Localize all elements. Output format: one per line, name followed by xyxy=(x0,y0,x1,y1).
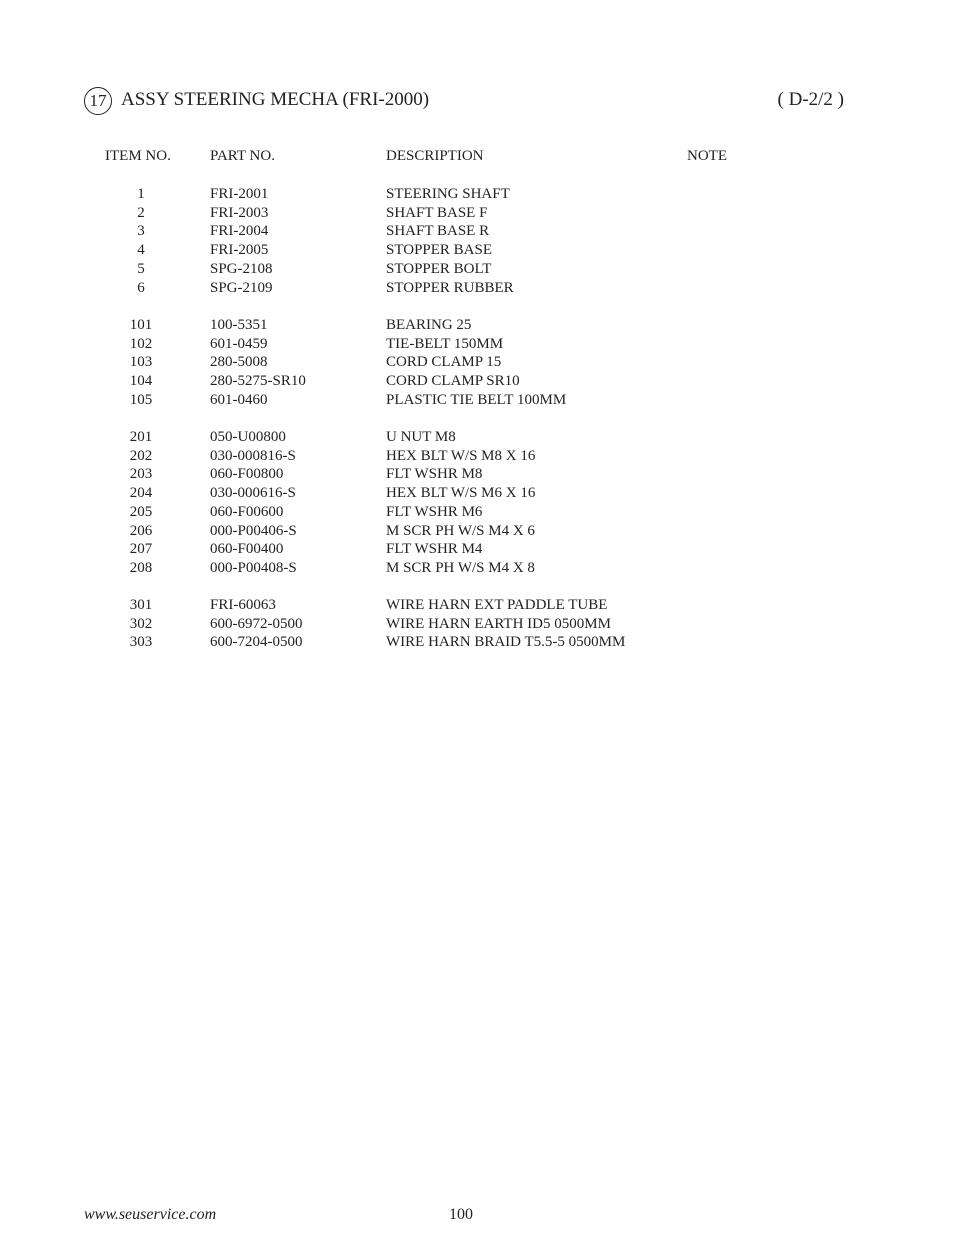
parts-table-row xyxy=(0,242,954,261)
part-description: M SCR PH W/S M4 X 6 xyxy=(386,522,535,539)
parts-table-row xyxy=(0,429,954,448)
item-number: 201 xyxy=(129,429,153,445)
part-number: 100-5351 xyxy=(210,317,268,333)
item-number: 302 xyxy=(129,615,153,632)
part-number: 000-P00408-S xyxy=(210,559,297,576)
column-header-part-no: PART NO. xyxy=(210,148,275,164)
parts-table-row xyxy=(0,280,954,299)
part-number: 050-U00800 xyxy=(210,429,286,445)
part-description: SHAFT BASE F xyxy=(386,204,488,221)
part-number: FRI-2004 xyxy=(210,223,269,240)
item-number: 204 xyxy=(129,485,153,502)
part-number: 600-7204-0500 xyxy=(210,634,303,651)
footer-website: www.seuservice.com xyxy=(84,1206,217,1223)
item-number: 3 xyxy=(137,223,145,240)
section-header xyxy=(84,87,844,115)
parts-table-row xyxy=(0,485,954,504)
footer-page-number: 100 xyxy=(449,1206,473,1223)
part-number: SPG-2108 xyxy=(210,260,273,277)
section-title: ASSY STEERING MECHA (FRI-2000) xyxy=(121,89,430,110)
item-number: 1 xyxy=(137,186,145,202)
item-number: 303 xyxy=(129,634,153,651)
item-number: 203 xyxy=(129,466,153,483)
part-description: STOPPER BOLT xyxy=(386,260,492,277)
parts-table-row xyxy=(0,354,954,373)
item-number: 105 xyxy=(129,391,153,408)
parts-table-row xyxy=(0,336,954,355)
item-number: 207 xyxy=(129,541,153,558)
part-number: 601-0460 xyxy=(210,391,268,408)
parts-table-row xyxy=(0,186,954,205)
item-number: 104 xyxy=(129,373,153,390)
item-number: 202 xyxy=(129,447,153,464)
part-description: HEX BLT W/S M6 X 16 xyxy=(386,485,536,502)
part-description: PLASTIC TIE BELT 100MM xyxy=(386,391,567,408)
part-description: WIRE HARN BRAID T5.5-5 0500MM xyxy=(386,634,626,651)
item-number: 5 xyxy=(137,260,145,277)
parts-table-row xyxy=(0,616,954,635)
part-description: FLT WSHR M8 xyxy=(386,466,483,483)
item-number: 101 xyxy=(129,317,153,333)
part-number: FRI-60063 xyxy=(210,597,276,613)
part-number: 280-5008 xyxy=(210,354,268,371)
parts-table-row xyxy=(0,560,954,579)
parts-table-row xyxy=(0,448,954,467)
part-description: TIE-BELT 150MM xyxy=(386,335,504,352)
part-description: FLT WSHR M4 xyxy=(386,541,483,558)
part-number: 060-F00400 xyxy=(210,541,284,558)
item-number: 6 xyxy=(137,279,145,296)
parts-table-row xyxy=(0,504,954,523)
parts-table-row xyxy=(0,634,954,653)
part-description: U NUT M8 xyxy=(386,429,456,445)
item-number: 4 xyxy=(137,242,145,259)
parts-table-row xyxy=(0,523,954,542)
section-number-badge: 17 xyxy=(84,87,112,115)
parts-table-row xyxy=(0,373,954,392)
item-number: 2 xyxy=(137,204,145,221)
parts-table-row xyxy=(0,597,954,616)
part-description: BEARING 25 xyxy=(386,317,472,333)
item-number: 205 xyxy=(129,503,153,520)
part-number: SPG-2109 xyxy=(210,279,273,296)
column-header-description: DESCRIPTION xyxy=(386,148,484,164)
part-description: STEERING SHAFT xyxy=(386,186,510,202)
part-description: M SCR PH W/S M4 X 8 xyxy=(386,559,535,576)
part-number: FRI-2005 xyxy=(210,242,269,259)
part-description: CORD CLAMP 15 xyxy=(386,354,502,371)
part-number: 060-F00600 xyxy=(210,503,284,520)
part-number: 060-F00800 xyxy=(210,466,284,483)
parts-table-row xyxy=(0,466,954,485)
part-description: STOPPER BASE xyxy=(386,242,493,259)
item-number: 102 xyxy=(129,335,153,352)
parts-table-row xyxy=(0,205,954,224)
parts-table-row xyxy=(0,541,954,560)
parts-table-row xyxy=(0,261,954,280)
part-description: SHAFT BASE R xyxy=(386,223,490,240)
part-number: 600-6972-0500 xyxy=(210,615,303,632)
part-description: CORD CLAMP SR10 xyxy=(386,373,520,390)
part-number: 280-5275-SR10 xyxy=(210,373,306,390)
parts-table-row xyxy=(0,392,954,411)
item-number: 206 xyxy=(129,522,153,539)
item-number: 208 xyxy=(129,559,153,576)
page-reference: ( D-2/2 ) xyxy=(777,89,844,110)
parts-table-row xyxy=(0,223,954,242)
part-number: 030-000816-S xyxy=(210,447,296,464)
part-number: 000-P00406-S xyxy=(210,522,297,539)
part-description: WIRE HARN EXT PADDLE TUBE xyxy=(386,597,608,613)
part-number: 030-000616-S xyxy=(210,485,296,502)
part-description: WIRE HARN EARTH ID5 0500MM xyxy=(386,615,611,632)
item-number: 103 xyxy=(129,354,153,371)
part-number: 601-0459 xyxy=(210,335,268,352)
part-description: HEX BLT W/S M8 X 16 xyxy=(386,447,536,464)
column-header-note: NOTE xyxy=(687,148,727,164)
parts-table-row xyxy=(0,317,954,336)
item-number: 301 xyxy=(129,597,153,613)
part-description: FLT WSHR M6 xyxy=(386,503,483,520)
part-number: FRI-2003 xyxy=(210,204,269,221)
part-description: STOPPER RUBBER xyxy=(386,279,514,296)
column-header-item-no: ITEM NO. xyxy=(105,148,171,164)
part-number: FRI-2001 xyxy=(210,186,269,202)
